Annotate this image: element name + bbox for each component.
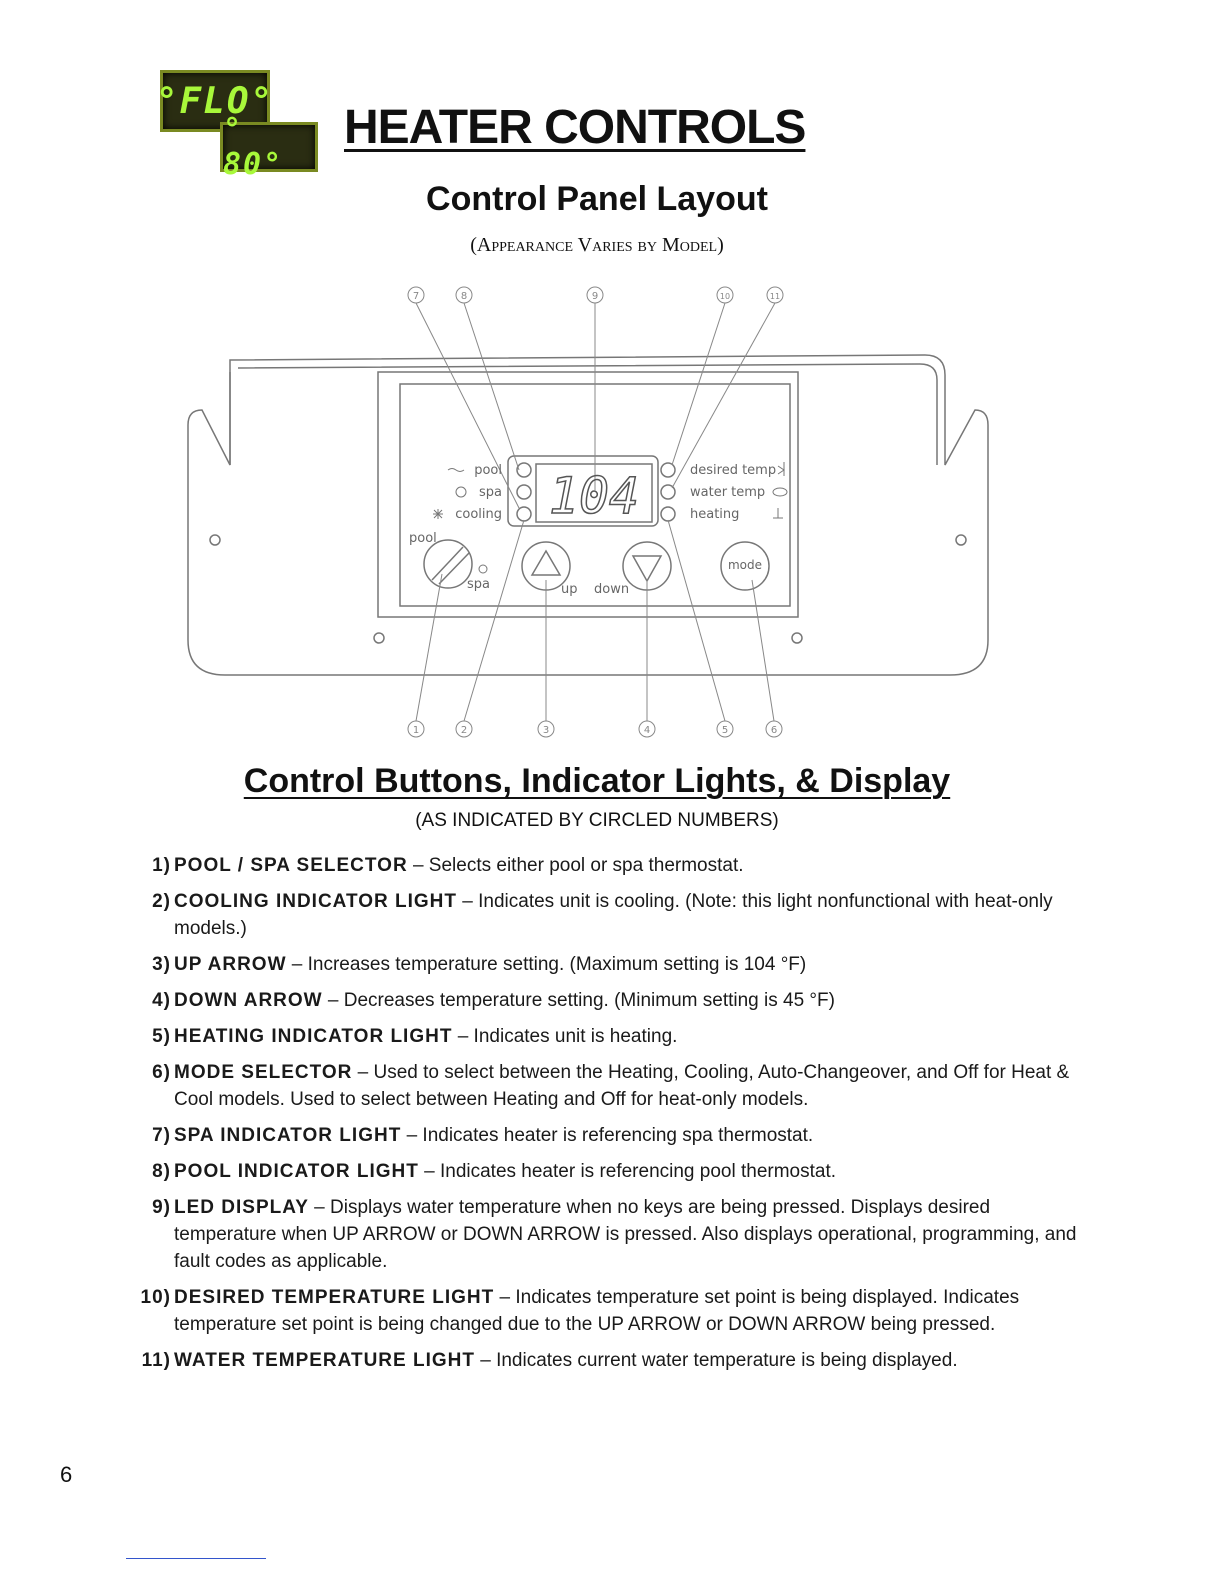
- item-term: UP ARROW: [174, 954, 287, 975]
- logo-display-bottom: ° 80°: [220, 122, 318, 172]
- desired-temp-label: desired temp: [690, 463, 777, 478]
- list-item-led-display: 9) LED DISPLAY – Displays water temperature when no keys are being pressed. Displays desired temperature when UP ARROW or DOWN ARROW is pressed. Also displays operational, programming, and fault codes as applicable.: [152, 1197, 1077, 1272]
- item-term: SPA INDICATOR LIGHT: [174, 1125, 402, 1146]
- item-desc: – Increases temperature setting. (Maximum setting is 104 °F): [286, 954, 807, 975]
- page-number: 6: [60, 1462, 73, 1487]
- logo-display-top: °FLO°: [160, 70, 270, 132]
- list-item-down-arrow: 4) DOWN ARROW – Decreases temperature setting. (Minimum setting is 45 °F): [152, 990, 835, 1011]
- desired-temp-light: [661, 463, 675, 477]
- callout-11: 11: [769, 292, 781, 301]
- control-panel-diagram: [180, 280, 1000, 750]
- item-term: WATER TEMPERATURE LIGHT: [174, 1350, 475, 1371]
- heating-flame-icon: [773, 508, 783, 518]
- appearance-note: (Appearance Varies by Model): [470, 234, 724, 256]
- callout-5: 5: [721, 725, 729, 736]
- list-item-up-arrow: 3) UP ARROW – Increases temperature setting. (Maximum setting is 104 °F): [152, 954, 807, 975]
- footer-rule: [126, 1558, 266, 1559]
- callout-8: 8: [460, 291, 468, 302]
- item-desc: – Indicates current water temperature is being displayed.: [474, 1350, 958, 1371]
- callout-7: 7: [412, 291, 420, 302]
- item-desc: – Indicates unit is heating.: [452, 1026, 678, 1047]
- led-display-value: 104: [548, 467, 640, 525]
- spa-bubbles-icon: [456, 487, 466, 497]
- item-desc: – Indicates heater is referencing spa thermostat.: [401, 1125, 814, 1146]
- item-term: MODE SELECTOR: [174, 1062, 353, 1083]
- list-item-pool-spa-selector: 1) POOL / SPA SELECTOR – Selects either pool or spa thermostat.: [152, 855, 744, 876]
- list-item-cooling-indicator: 2) COOLING INDICATOR LIGHT – Indicates unit is cooling. (Note: this light nonfunctional with heat-only models.): [152, 891, 1053, 939]
- item-desc: – Decreases temperature setting. (Minimum setting is 45 °F): [322, 990, 835, 1011]
- callout-1: 1: [412, 725, 420, 736]
- cooling-snowflake-icon: [433, 509, 443, 519]
- control-buttons-heading: Control Buttons, Indicator Lights, & Display: [243, 762, 951, 800]
- list-item-desired-temp-light: 10) DESIRED TEMPERATURE LIGHT – Indicates temperature set point is being displayed. Indicates temperature set point is being changed due to the UP ARROW or DOWN ARROW being pressed.: [140, 1287, 1020, 1335]
- item-term: DOWN ARROW: [174, 990, 323, 1011]
- callout-6: 6: [770, 725, 778, 736]
- control-panel-layout-heading: Control Panel Layout: [426, 180, 768, 218]
- spa-indicator-light: [517, 485, 531, 499]
- water-temp-label: water temp: [690, 485, 766, 500]
- item-term: POOL / SPA SELECTOR: [174, 855, 408, 876]
- selector-spa-label: spa: [467, 577, 490, 592]
- item-desc: – Displays water temperature when no keys are being pressed. Displays desired temperature when UP ARROW or DOWN ARROW is pressed. Also displays operational, programming, and fault codes as applicable.: [174, 1197, 1077, 1272]
- callout-10: 10: [719, 292, 731, 301]
- item-desc: – Indicates heater is referencing pool thermostat.: [418, 1161, 837, 1182]
- callout-4: 4: [643, 725, 651, 736]
- cooling-label: cooling: [455, 507, 502, 522]
- heating-indicator-light: [661, 507, 675, 521]
- item-term: DESIRED TEMPERATURE LIGHT: [174, 1287, 495, 1308]
- pool-wave-icon: [448, 469, 464, 472]
- desired-temp-icon: [778, 462, 784, 476]
- heating-label: heating: [690, 507, 740, 522]
- spa-label: spa: [479, 485, 502, 500]
- item-desc: – Used to select between the Heating, Cooling, Auto-Changeover, and Off for Heat & Cool models. Used to select between Heating and Off for heat-only models.: [174, 1062, 1070, 1110]
- item-term: LED DISPLAY: [174, 1197, 309, 1218]
- list-item-mode-selector: 6) MODE SELECTOR – Used to select between the Heating, Cooling, Auto-Changeover, and Off for Heat & Cool models. Used to select between Heating and Off for heat-only models.: [152, 1062, 1070, 1110]
- callout-9: 9: [591, 291, 599, 302]
- item-desc: – Indicates temperature set point is being displayed. Indicates temperature set point is being changed due to the UP ARROW or DOWN ARROW being pressed.: [174, 1287, 1020, 1335]
- mode-label: mode: [727, 558, 763, 572]
- pool-indicator-light: [517, 463, 531, 477]
- callout-3: 3: [542, 725, 550, 736]
- item-desc: – Selects either pool or spa thermostat.: [407, 855, 744, 876]
- item-desc: – Indicates unit is cooling. (Note: this light nonfunctional with heat-only models.): [174, 891, 1053, 939]
- down-label: down: [594, 582, 630, 597]
- control-descriptions-list: [136, 852, 1086, 1383]
- item-term: HEATING INDICATOR LIGHT: [174, 1026, 453, 1047]
- item-term: COOLING INDICATOR LIGHT: [174, 891, 458, 912]
- heater-display-logo: [155, 70, 316, 182]
- circled-numbers-note: (AS INDICATED BY CIRCLED NUMBERS): [415, 810, 779, 831]
- selector-pool-label: pool: [409, 531, 437, 546]
- page-title: HEATER CONTROLS: [344, 101, 806, 154]
- cooling-indicator-light: [517, 507, 531, 521]
- list-item-heating-indicator: 5) HEATING INDICATOR LIGHT – Indicates unit is heating.: [152, 1026, 678, 1047]
- list-item-pool-indicator: 8) POOL INDICATOR LIGHT – Indicates heater is referencing pool thermostat.: [152, 1161, 837, 1182]
- item-term: POOL INDICATOR LIGHT: [174, 1161, 419, 1182]
- list-item-water-temp-light: 11) WATER TEMPERATURE LIGHT – Indicates current water temperature is being displayed.: [141, 1350, 958, 1371]
- up-label: up: [561, 582, 578, 597]
- list-item-spa-indicator: 7) SPA INDICATOR LIGHT – Indicates heater is referencing spa thermostat.: [152, 1125, 814, 1146]
- water-temp-icon: [773, 488, 787, 496]
- selector-spa-icon: [479, 565, 487, 573]
- callout-2: 2: [460, 725, 468, 736]
- pool-label: pool: [474, 463, 502, 478]
